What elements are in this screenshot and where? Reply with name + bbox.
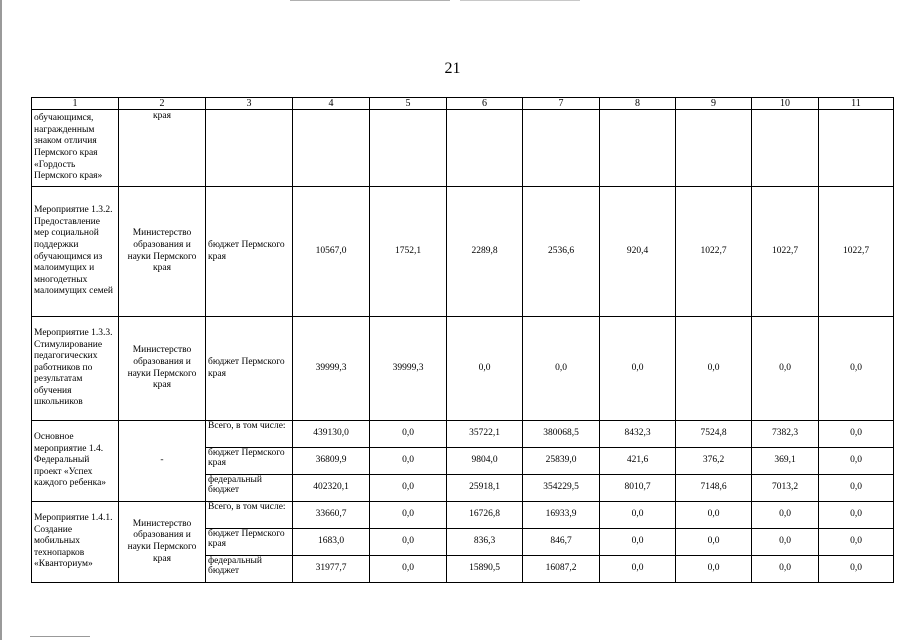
value-cell: 836,3 <box>447 529 523 556</box>
col-number: 10 <box>752 98 819 110</box>
value-cell: 0,0 <box>819 317 894 421</box>
value-cell: 16087,2 <box>523 556 600 583</box>
value-cell: 2289,8 <box>447 187 523 317</box>
measure-name: обучающимся, награжденным знаком отличия Пермского края «Гордость Пермского края» <box>32 110 119 187</box>
executor: края <box>119 110 206 187</box>
value-cell: 0,0 <box>600 529 676 556</box>
value-cell: 0,0 <box>370 502 447 529</box>
value-cell: 0,0 <box>752 317 819 421</box>
value-cell: 0,0 <box>819 529 894 556</box>
value-cell: 1022,7 <box>819 187 894 317</box>
value-cell: 0,0 <box>819 502 894 529</box>
value-cell: 10567,0 <box>293 187 370 317</box>
col-number: 4 <box>293 98 370 110</box>
table-row-1-4-1-total <box>32 502 894 529</box>
col-number: 1 <box>32 98 119 110</box>
scan-edge-top <box>290 0 450 1</box>
col-number: 2 <box>119 98 206 110</box>
value-cell: 35722,1 <box>447 421 523 448</box>
value-cell: 0,0 <box>752 502 819 529</box>
value-cell: 0,0 <box>370 475 447 502</box>
value-cell: 8432,3 <box>600 421 676 448</box>
value-cell: 369,1 <box>752 448 819 475</box>
value-cell: 0,0 <box>370 448 447 475</box>
funding-source: федеральный бюджет <box>206 556 293 583</box>
value-cell: 1022,7 <box>676 187 752 317</box>
scan-edge-top-2 <box>460 0 580 1</box>
value-cell: 0,0 <box>819 421 894 448</box>
value-cell: 25918,1 <box>447 475 523 502</box>
measure-name: Мероприятие 1.4.1. Создание мобильных технопарков «Кванториум» <box>32 502 119 583</box>
col-number: 8 <box>600 98 676 110</box>
funding-source: бюджет Пермского края <box>206 448 293 475</box>
value-cell: 7148,6 <box>676 475 752 502</box>
value-cell: 7013,2 <box>752 475 819 502</box>
value-cell: 1022,7 <box>752 187 819 317</box>
col-number: 11 <box>819 98 894 110</box>
funding-source: бюджет Пермского края <box>206 529 293 556</box>
value-cell: 0,0 <box>676 317 752 421</box>
value-cell: 354229,5 <box>523 475 600 502</box>
value-cell: 380068,5 <box>523 421 600 448</box>
scan-edge-bottom <box>30 636 90 637</box>
value-cell: 376,2 <box>676 448 752 475</box>
value-cell: 0,0 <box>819 556 894 583</box>
value-cell: 33660,7 <box>293 502 370 529</box>
value-cell: 0,0 <box>676 502 752 529</box>
value-cell: 0,0 <box>676 556 752 583</box>
executor: Министерство образования и науки Пермского края <box>119 187 206 317</box>
value-cell: 846,7 <box>523 529 600 556</box>
table-row-continuation <box>32 110 894 187</box>
funding-source: Всего, в том числе: <box>206 502 293 529</box>
executor: Министерство образования и науки Пермского края <box>119 502 206 583</box>
column-number-row <box>32 98 894 110</box>
value-cell: 0,0 <box>523 317 600 421</box>
value-cell: 0,0 <box>600 502 676 529</box>
measure-name: Мероприятие 1.3.2. Предоставление мер социальной поддержки обучающимся из малоимущих и многодетных малоимущих семей <box>32 187 119 317</box>
value-cell: 920,4 <box>600 187 676 317</box>
value-cell: 0,0 <box>676 529 752 556</box>
funding-source: бюджет Пермского края <box>206 317 293 421</box>
value-cell: 39999,3 <box>293 317 370 421</box>
executor: - <box>119 421 206 502</box>
col-number: 5 <box>370 98 447 110</box>
value-cell: 16933,9 <box>523 502 600 529</box>
col-number: 3 <box>206 98 293 110</box>
col-number: 6 <box>447 98 523 110</box>
value-cell: 0,0 <box>370 421 447 448</box>
measure-name: Мероприятие 1.3.3. Стимулирование педагогических работников по результатам обучения школьников <box>32 317 119 421</box>
value-cell: 0,0 <box>447 317 523 421</box>
table-row-1-4-total <box>32 421 894 448</box>
value-cell: 0,0 <box>819 475 894 502</box>
value-cell: 439130,0 <box>293 421 370 448</box>
funding-source: федеральный бюджет <box>206 475 293 502</box>
value-cell: 0,0 <box>819 448 894 475</box>
value-cell: 0,0 <box>600 317 676 421</box>
budget-table <box>31 97 894 583</box>
value-cell: 0,0 <box>370 529 447 556</box>
measure-name: Основное мероприятие 1.4. Федеральный проект «Успех каждого ребенка» <box>32 421 119 502</box>
value-cell: 7524,8 <box>676 421 752 448</box>
col-number: 7 <box>523 98 600 110</box>
value-cell: 25839,0 <box>523 448 600 475</box>
value-cell: 16726,8 <box>447 502 523 529</box>
value-cell: 36809,9 <box>293 448 370 475</box>
scan-edge-left <box>0 0 2 640</box>
funding-source: Всего, в том числе: <box>206 421 293 448</box>
value-cell: 402320,1 <box>293 475 370 502</box>
value-cell: 0,0 <box>752 529 819 556</box>
value-cell: 2536,6 <box>523 187 600 317</box>
value-cell: 1752,1 <box>370 187 447 317</box>
value-cell: 9804,0 <box>447 448 523 475</box>
value-cell: 31977,7 <box>293 556 370 583</box>
value-cell: 0,0 <box>370 556 447 583</box>
page-number: 21 <box>444 60 461 77</box>
value-cell: 39999,3 <box>370 317 447 421</box>
value-cell: 8010,7 <box>600 475 676 502</box>
value-cell: 15890,5 <box>447 556 523 583</box>
value-cell: 1683,0 <box>293 529 370 556</box>
executor: Министерство образования и науки Пермского края <box>119 317 206 421</box>
value-cell: 0,0 <box>752 556 819 583</box>
value-cell: 0,0 <box>600 556 676 583</box>
funding-source: бюджет Пермского края <box>206 187 293 317</box>
value-cell: 421,6 <box>600 448 676 475</box>
col-number: 9 <box>676 98 752 110</box>
value-cell: 7382,3 <box>752 421 819 448</box>
table-row-1-3-3 <box>32 317 894 421</box>
table-row-1-3-2 <box>32 187 894 317</box>
